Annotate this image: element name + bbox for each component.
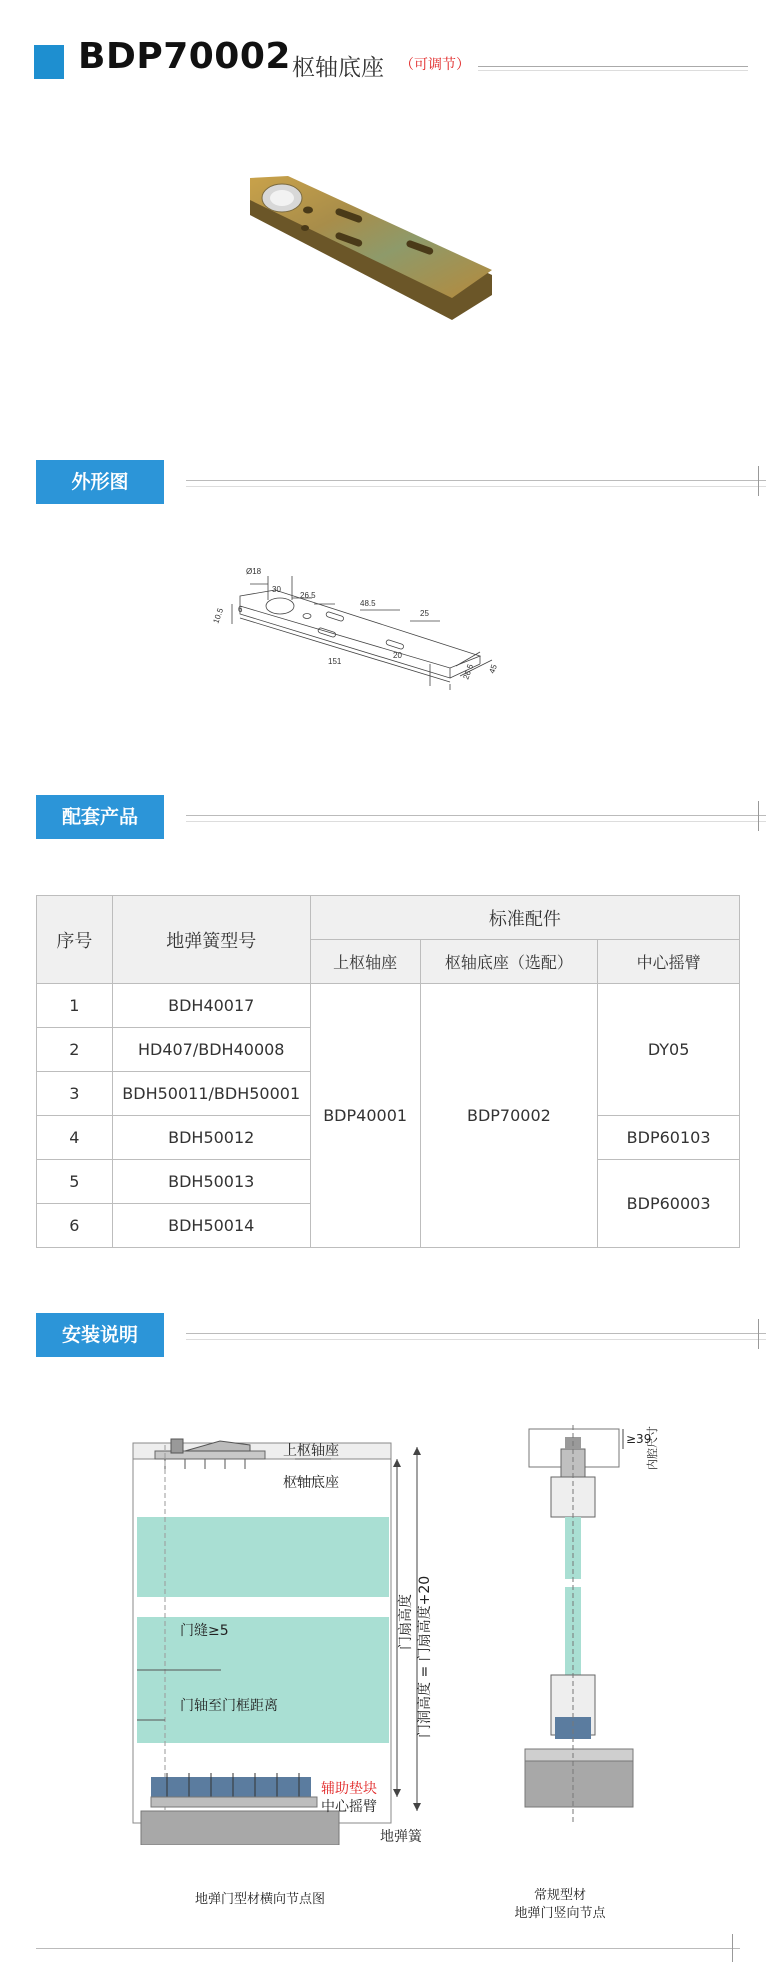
cell-seq: 2 bbox=[37, 1028, 113, 1072]
section-accessories-tick bbox=[758, 801, 759, 831]
dim-26-5: 26.5 bbox=[300, 591, 316, 600]
col-header-arm: 中心摇臂 bbox=[598, 940, 740, 984]
cell-model: BDH50012 bbox=[112, 1116, 310, 1160]
caption-vertical-1: 常规型材 bbox=[533, 1888, 586, 1903]
label-cavity-value: ≥39 bbox=[626, 1432, 652, 1446]
section-accessories-line2 bbox=[186, 821, 766, 822]
dim-20: 20 bbox=[393, 651, 402, 660]
label-base: 枢轴底座 bbox=[283, 1475, 339, 1491]
section-outline-title: 外形图 bbox=[36, 460, 164, 504]
label-cavity: 内腔尺寸 bbox=[646, 1426, 659, 1470]
label-top-pivot: 上枢轴座 bbox=[283, 1443, 339, 1459]
cell-seq: 3 bbox=[37, 1072, 113, 1116]
label-aux-pad: 辅助垫块 bbox=[321, 1781, 377, 1797]
table-row bbox=[37, 984, 740, 1028]
section-install-line bbox=[186, 1333, 766, 1334]
dim-10-5: 10.5 bbox=[211, 606, 226, 625]
section-outline-line2 bbox=[186, 486, 766, 487]
product-name: 枢轴底座 bbox=[292, 55, 384, 81]
section-install-title: 安装说明 bbox=[36, 1313, 164, 1357]
cell-arm-b: BDP60103 bbox=[598, 1116, 740, 1160]
section-outline-line bbox=[186, 480, 766, 481]
dim-45: 45 bbox=[487, 663, 499, 675]
accessories-table bbox=[36, 895, 740, 1248]
cell-arm-a: DY05 bbox=[598, 984, 740, 1116]
title-divider-secondary bbox=[478, 70, 748, 71]
section-outline-tick bbox=[758, 466, 759, 496]
cell-model: BDH50013 bbox=[112, 1160, 310, 1204]
section-install-line2 bbox=[186, 1339, 766, 1340]
section-accessories-line bbox=[186, 815, 766, 816]
dim-151: 151 bbox=[328, 657, 342, 666]
product-note: （可调节） bbox=[400, 57, 470, 73]
cell-seq: 6 bbox=[37, 1204, 113, 1248]
install-diagram-vertical bbox=[505, 1425, 655, 1845]
cell-model: BDH50011/BDH50001 bbox=[112, 1072, 310, 1116]
col-header-model: 地弹簧型号 bbox=[112, 896, 310, 984]
title-divider bbox=[478, 66, 748, 67]
product-photo bbox=[230, 170, 500, 335]
col-header-seq: 序号 bbox=[37, 896, 113, 984]
cell-seq: 1 bbox=[37, 984, 113, 1028]
label-leaf-height: 门扇高度 bbox=[398, 1594, 414, 1650]
footer-tick bbox=[732, 1934, 733, 1962]
cell-arm-c: BDP60003 bbox=[598, 1160, 740, 1248]
dim-25: 25 bbox=[420, 609, 429, 618]
dim-30: 30 bbox=[272, 585, 281, 594]
caption-horizontal: 地弹门型材横向节点图 bbox=[194, 1892, 325, 1907]
section-accessories-title: 配套产品 bbox=[36, 795, 164, 839]
col-header-top-pivot: 上枢轴座 bbox=[310, 940, 420, 984]
product-model: BDP70002 bbox=[78, 36, 291, 77]
dim-26-5b: 26.5 bbox=[461, 662, 476, 681]
section-install-tick bbox=[758, 1319, 759, 1349]
label-distance: 门轴至门框距离 bbox=[180, 1698, 278, 1714]
cell-seq: 5 bbox=[37, 1160, 113, 1204]
dim-48-5: 48.5 bbox=[360, 599, 376, 608]
caption-vertical-2: 地弹门竖向节点 bbox=[514, 1906, 606, 1921]
label-floor-spring: 地弹簧 bbox=[380, 1829, 422, 1845]
cell-model: HD407/BDH40008 bbox=[112, 1028, 310, 1072]
label-opening-height: 门洞高度 = 门扇高度+20 bbox=[417, 1575, 433, 1738]
title-accent-block bbox=[34, 45, 64, 79]
dimension-drawing bbox=[210, 556, 510, 696]
col-header-base: 枢轴底座（选配） bbox=[420, 940, 598, 984]
cell-model: BDH50014 bbox=[112, 1204, 310, 1248]
cell-base: BDP70002 bbox=[420, 984, 598, 1248]
dim-dia: Ø18 bbox=[246, 567, 262, 576]
col-header-standard: 标准配件 bbox=[310, 896, 739, 940]
footer-line bbox=[36, 1948, 740, 1949]
label-gap: 门缝≥5 bbox=[180, 1623, 229, 1639]
label-center-arm: 中心摇臂 bbox=[321, 1799, 377, 1815]
cell-top-pivot: BDP40001 bbox=[310, 984, 420, 1248]
dim-6: 6 bbox=[238, 605, 243, 614]
cell-seq: 4 bbox=[37, 1116, 113, 1160]
cell-model: BDH40017 bbox=[112, 984, 310, 1028]
